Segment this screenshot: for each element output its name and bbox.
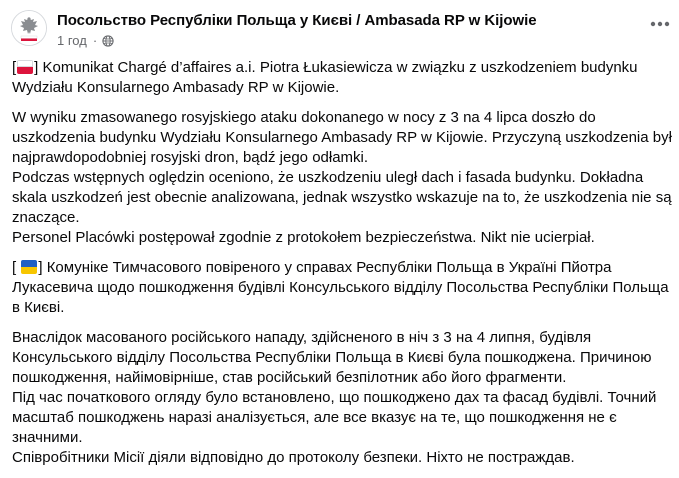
post-meta: [57, 33, 114, 48]
post-body: [12, 58, 672, 478]
globe-icon[interactable]: [102, 35, 114, 47]
polish-body-line: W wyniku zmasowanego rosyjskiego ataku dokonanego w nocy z 3 na 4 lipca doszło do: [12, 109, 596, 126]
ukrainian-body-line: Консульського відділу Посольства Республіки Польща в Києві була пошкоджена. Причиною: [12, 349, 652, 366]
meta-separator: ·: [92, 33, 98, 48]
ukrainian-header-line: [ ] Комуніке Тимчасового повіреного у справах Республіки Польща в Україні Пйотра: [12, 259, 612, 276]
ukrainian-body-line: пошкодження, найімовірніше, став російський безпілотник або його фрагменти.: [12, 369, 567, 386]
more-horizontal-icon: [650, 21, 670, 27]
ukrainian-body-line: Внаслідок масованого російського нападу, здійсненого в ніч з 3 на 4 липня, будівля: [12, 329, 592, 346]
ukrainian-body-line: Співробітники Місії діяли відповідно до протоколу безпеки. Ніхто не постраждав.: [12, 449, 575, 466]
polish-body: [12, 108, 672, 248]
polish-body-line: skala uszkodzeń jest obecnie analizowana, jednak wszystko wskazuje na to, że uszkodzenia nie są: [12, 189, 672, 206]
more-options-button[interactable]: [644, 8, 676, 40]
polish-eagle-emblem-icon: [12, 11, 46, 45]
ukrainian-body-line: Під час початкового огляду було встановлено, що пошкоджено дах та фасад будівлі. Точний: [12, 389, 657, 406]
ukrainian-header: [12, 258, 667, 318]
ukraine-flag-icon: [21, 260, 37, 274]
polish-body-line: znaczące.: [12, 209, 80, 226]
polish-body-line: Podczas wstępnych oględzin oceniono, że uszkodzeniu uległ dach i fasada budynku. Dokładna: [12, 169, 644, 186]
polish-header: [12, 58, 667, 98]
polish-header-line: [ ] Komunikat Chargé d’affaires a.i. Piotra Łukasiewicza w związku z uszkodzeniem budynku: [12, 59, 638, 76]
polish-body-line: Personel Placówki postępował zgodnie z protokołem bezpieczeństwa. Nikt nie ucierpiał.: [12, 229, 595, 246]
polish-body-line: uszkodzenia budynku Wydziału Konsularnego Ambasady RP w Kijowie. Przyczyną uszkodzenia był: [12, 129, 672, 146]
post-timestamp[interactable]: 1 год: [57, 33, 87, 48]
ukrainian-header-line: в Києві.: [12, 299, 65, 316]
ukrainian-body-line: масштаб пошкоджень наразі аналізується, але все вказує на те, що пошкодження не є: [12, 409, 617, 426]
polish-header-line: Wydziału Konsularnego Ambasady RP w Kijowie.: [12, 79, 340, 96]
polish-body-line: najprawdopodobniej rosyjski dron, bądź jego odłamki.: [12, 149, 369, 166]
ukrainian-body: [12, 328, 667, 468]
poland-flag-icon: [17, 60, 33, 74]
page-avatar[interactable]: [11, 10, 47, 46]
page-name-link[interactable]: Посольство Республіки Польща у Києві / Ambasada RP w Kijowie: [57, 12, 537, 29]
ukrainian-body-line: значними.: [12, 429, 83, 446]
ukrainian-header-line: Лукасевича щодо пошкодження будівлі Консульського відділу Посольства Республіки Польща: [12, 279, 669, 296]
